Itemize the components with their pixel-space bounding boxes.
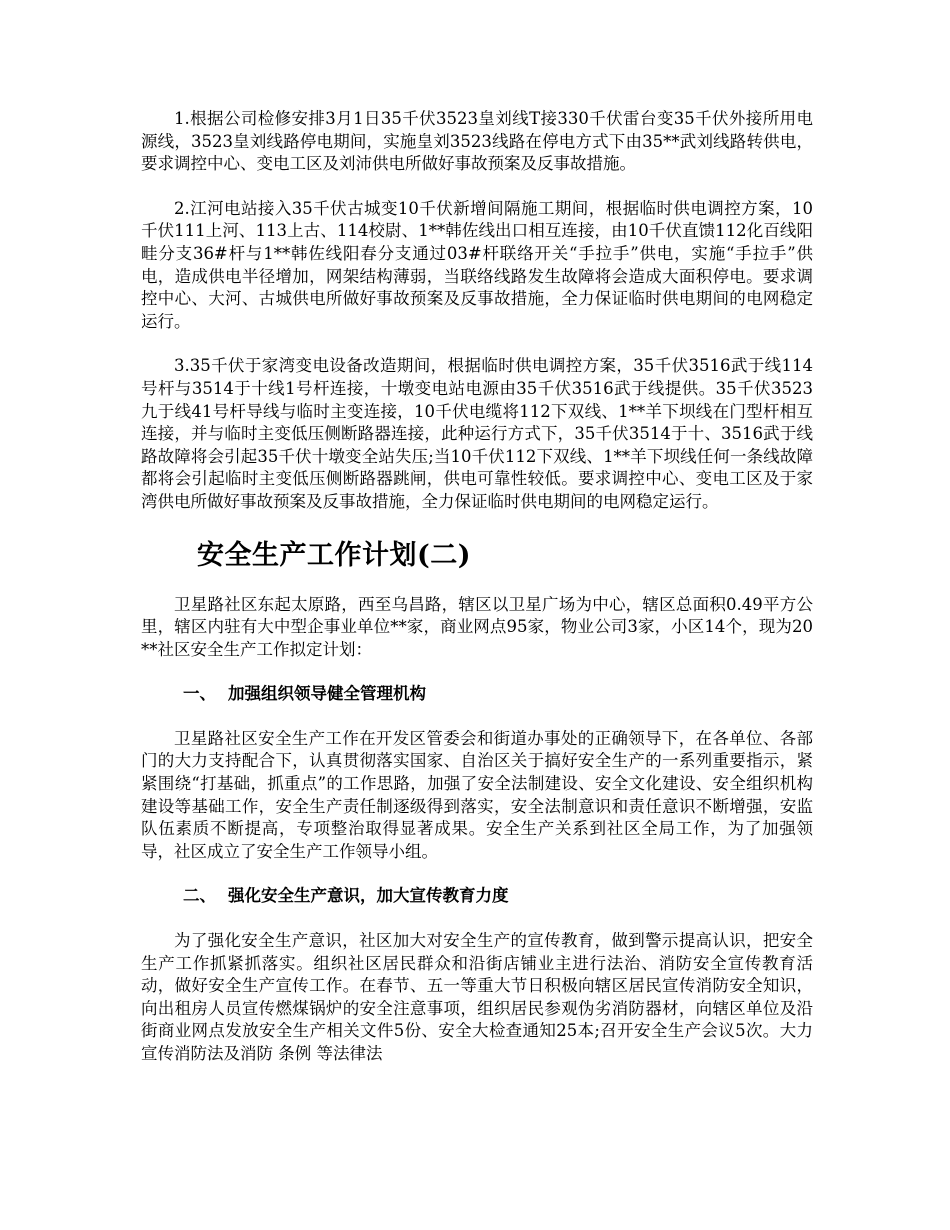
section-heading-1-number: 一、 xyxy=(183,684,216,704)
paragraph-community-intro: 卫星路社区东起太原路，西至乌昌路，辖区以卫星广场为中心，辖区总面积0.49平方公里，辖区内驻有大中型企事业单位**家，商业网点95家，物业公司3家，小区14个，现为20**社区安全生产工作拟定计划： xyxy=(141,594,813,659)
paragraph-maintenance-plan: 1.根据公司检修安排3月1日35千伏3523皇刘线T接330千伏雷台变35千伏外接所用电源线，3523皇刘线路停电期间，实施皇刘3523线路在停电方式下由35**武刘线路转供电，要求调控中心、变电工区及刘沛供电所做好事故预案及反事故措施。 xyxy=(141,109,813,174)
paragraph-substation-renovation: 3.35千伏于家湾变电设备改造期间，根据临时供电调控方案，35千伏3516武于线114号杆与3514于十线1号杆连接，十墩变电站电源由35千伏3516武于线提供。35千伏3523九于线41号杆导线与临时主变连接，10千伏电缆将112下双线、1**羊下坝线在门型杆相互连接，并与临时主变低压侧断路器连接，此种运行方式下，35千伏3514于十、3516武于线路故障将会引起35千伏十墩变全站失压;当10千伏112下双线、1**羊下坝线任何一条线故障都将会引起临时主变低压侧断路器跳闸，供电可靠性较低。要求调控中心、变电工区及于家湾供电所做好事故预案及反事故措施，全力保证临时供电期间的电网稳定运行。 xyxy=(141,356,813,511)
section-heading-1-text: 加强组织领导健全管理机构 xyxy=(228,684,426,704)
document-title: 安全生产工作计划(二) xyxy=(197,539,472,571)
paragraph-safety-awareness: 为了强化安全生产意识，社区加大对安全生产的宣传教育，做到警示提高认识，把安全生产工作抓紧抓落实。组织社区居民群众和沿街店铺业主进行法治、消防安全宣传教育活动，做好安全生产宣传工作。在春节、五一等重大节日积极向辖区居民宣传消防安全知识，向出租房人员宣传燃煤锅炉的安全注意事项，组织居民参观伪劣消防器材，向辖区单位及沿街商业网点发放安全生产相关文件5份、安全大检查通知25本;召开安全生产会议5次。大力宣传消防法及消防 条例 等法律法 xyxy=(141,931,813,1063)
document-page xyxy=(141,108,813,1066)
paragraph-organization: 卫星路社区安全生产工作在开发区管委会和街道办事处的正确领导下，在各单位、各部门的大力支持配合下，认真贯彻落实国家、自治区关于搞好安全生产的一系列重要指示，紧紧围绕“打基础，抓重点”的工作思路，加强了安全法制建设、安全文化建设、安全组织机构建设等基础工作，安全生产责任制逐级得到落实，安全法制意识和责任意识不断增强，安监队伍素质不断提高，专项整治取得显著成果。安全生产关系到社区全局工作，为了加强领导，社区成立了安全生产工作领导小组。 xyxy=(141,728,813,861)
section-heading-1 xyxy=(141,683,813,706)
paragraph-power-station-access: 2.江河电站接入35千伏古城变10千伏新增间隔施工期间，根据临时供电调控方案，10千伏111上河、113上古、114校尉、1**韩佐线出口相互连接，由10千伏直馈112化百线阳畦分支36#杆与1**韩佐线阳春分支通过03#杆联络开关“手拉手”供电，实施“手拉手”供电，造成供电半径增加，网架结构薄弱，当联络线路发生故障将会造成大面积停电。要求调控中心、大河、古城供电所做好事故预案及反事故措施，全力保证临时供电期间的电网稳定运行。 xyxy=(141,198,813,331)
section-heading-2 xyxy=(141,885,813,908)
section-heading-2-text: 强化安全生产意识，加大宣传教育力度 xyxy=(228,886,509,906)
section-heading-2-number: 二、 xyxy=(183,886,216,906)
